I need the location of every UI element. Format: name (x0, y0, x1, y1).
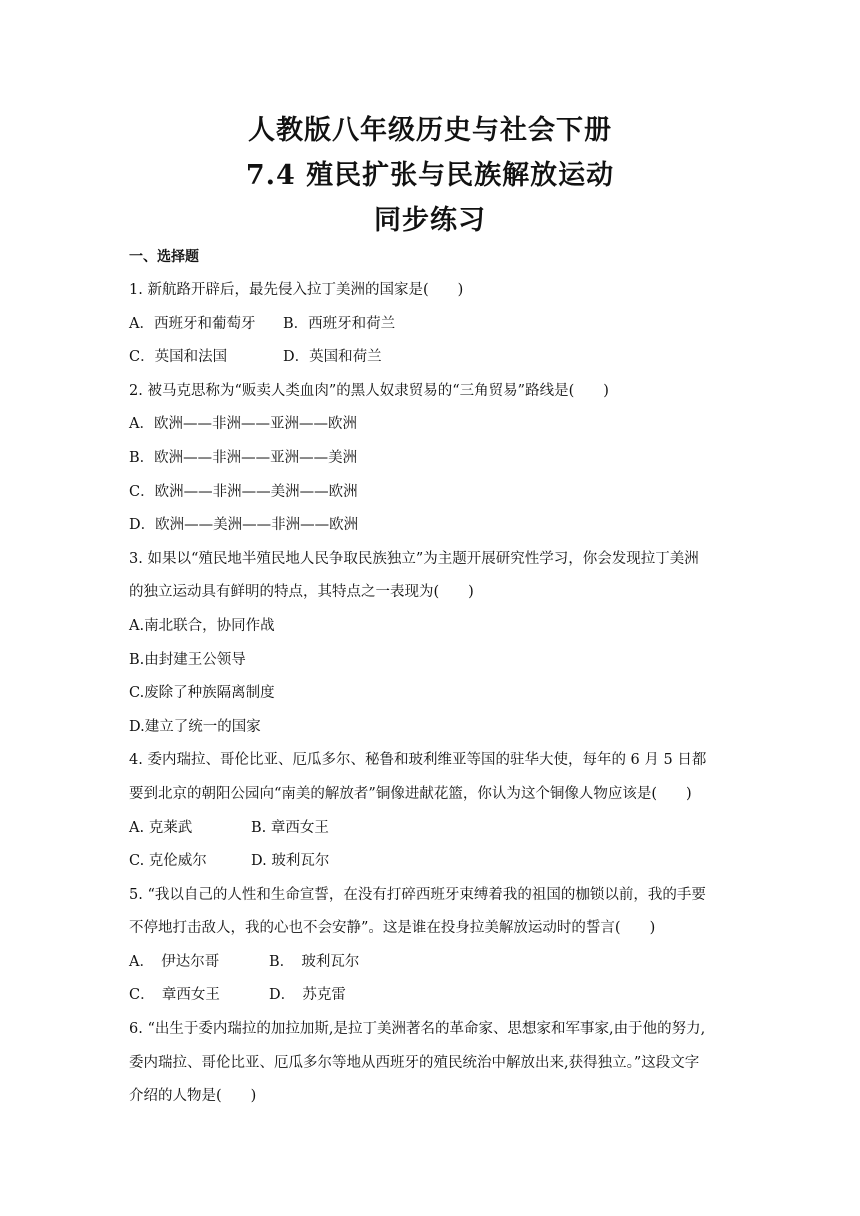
option-c: C.废除了种族隔离制度 (129, 685, 275, 702)
question-content (129, 241, 734, 1114)
question-2 (129, 375, 734, 543)
question-stem-continued: 的独立运动具有鲜明的特点，其特点之一表现为( ) (129, 584, 474, 601)
option-a: A． 伊达尔哥 (129, 953, 220, 970)
option-d: D．英国和荷兰 (283, 349, 382, 366)
option-a: A．西班牙和葡萄牙 (129, 315, 256, 332)
question-stem-continued: 要到北京的朝阳公园向“南美的解放者”铜像进献花篮，你认为这个铜像人物应该是( ) (129, 785, 692, 802)
option-d: D． 苏克雷 (269, 987, 346, 1004)
option-b: B. 章西女王 (251, 819, 329, 836)
question-stem-continued: 不停地打击敌人，我的心也不会安静”。这是谁在投身拉美解放运动时的誓言( ) (129, 920, 656, 937)
option-d: D．欧洲——美洲——非洲——欧洲 (129, 517, 359, 534)
question-1 (129, 274, 734, 375)
question-stem: 6. “出生于委内瑞拉的加拉加斯,是拉丁美洲著名的革命家、思想家和军事家,由于他的努力, (129, 1021, 706, 1038)
option-c: C．英国和法国 (129, 349, 228, 366)
question-stem-continued: 介绍的人物是( ) (129, 1088, 257, 1105)
option-a: A. 克莱武 (129, 819, 193, 836)
section-heading: 一、选择题 (129, 249, 199, 265)
option-d: D. 玻利瓦尔 (251, 853, 330, 870)
question-stem-continued: 委内瑞拉、哥伦比亚、厄瓜多尔等地从西班牙的殖民统治中解放出来,获得独立。”这段文字 (129, 1054, 700, 1071)
title-line-1: 人教版八年级历史与社会下册 (248, 115, 612, 146)
option-c: C． 章西女王 (129, 987, 220, 1004)
option-row (129, 845, 734, 879)
option-b: B．欧洲——非洲——亚洲——美洲 (129, 449, 358, 466)
option-b: B．西班牙和荷兰 (283, 315, 396, 332)
question-stem: 2. 被马克思称为“贩卖人类血肉”的黑人奴隶贸易的“三角贸易”路线是( ) (129, 382, 609, 399)
option-b: B.由封建王公领导 (129, 651, 246, 668)
question-stem: 3. 如果以“殖民地半殖民地人民争取民族独立”为主题开展研究性学习，你会发现拉丁美洲 (129, 550, 699, 567)
option-d: D.建立了统一的国家 (129, 718, 261, 735)
document-title (0, 108, 860, 243)
question-5 (129, 879, 734, 1013)
option-b: B． 玻利瓦尔 (269, 953, 360, 970)
question-stem: 1. 新航路开辟后，最先侵入拉丁美洲的国家是( ) (129, 282, 464, 298)
option-row (129, 979, 734, 1013)
title-line-2: 7.4 殖民扩张与民族解放运动 (245, 160, 615, 191)
option-row (129, 341, 734, 375)
question-6 (129, 1013, 734, 1114)
option-c: C. 克伦威尔 (129, 853, 207, 870)
question-4 (129, 744, 734, 878)
question-3 (129, 543, 734, 745)
option-row (129, 308, 734, 342)
title-line-3: 同步练习 (374, 205, 486, 236)
question-stem: 4. 委内瑞拉、哥伦比亚、厄瓜多尔、秘鲁和玻利维亚等国的驻华大使，每年的 6 月 5 日都 (129, 752, 707, 769)
option-c: C．欧洲——非洲——美洲——欧洲 (129, 483, 358, 500)
option-a: A．欧洲——非洲——亚洲——欧洲 (129, 416, 357, 433)
question-stem: 5. “我以自己的人性和生命宣誓，在没有打碎西班牙束缚着我的祖国的枷锁以前，我的手要 (129, 886, 706, 903)
option-a: A.南北联合，协同作战 (129, 617, 275, 634)
option-row (129, 946, 734, 980)
option-row (129, 812, 734, 846)
